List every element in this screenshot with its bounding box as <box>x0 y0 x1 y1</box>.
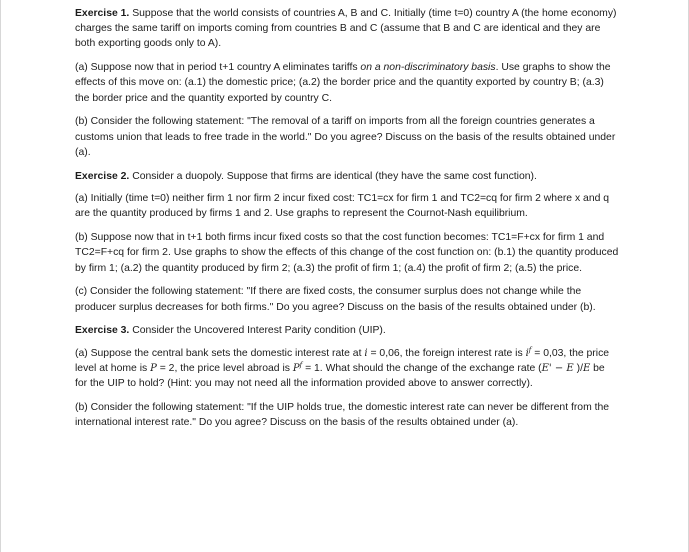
exercise3-intro-text: Consider the Uncovered Interest Parity condition (UIP). <box>132 325 386 337</box>
exercise2-part-b: (b) Suppose now that in t+1 both firms incur fixed costs so that the cost function becomes: TC1=F+cx for firm 1 and TC2=F+cq for firm 2. Use graphs to show the effects of this change of the cost function on: (b.1) the quantity produced by firm 1; (a.2) the quantity produced by firm 2; (a.3) the profit of firm 1; (a.4) the profit of firm 2; (a.5) the price. <box>75 232 619 274</box>
exercise2-part-a: (a) Initially (time t=0) neither firm 1 nor firm 2 incur fixed cost: TC1=cx for firm 1 and TC2=cq for firm 2 where x and q are the quantity produced by firms 1 and 2. Use graphs to represent the Cournot-Nash equilibrium. <box>75 193 610 220</box>
home-price-symbol: P <box>150 363 157 375</box>
exercise1-part-a-italic: on a non-discriminatory basis <box>360 62 496 74</box>
domestic-interest-symbol: i <box>364 348 368 359</box>
exercise2-label: Exercise 2. <box>75 170 130 182</box>
foreign-price-symbol: P <box>292 363 300 375</box>
exercise3-label: Exercise 3. <box>75 325 130 337</box>
exercise3-part-a <box>75 346 619 392</box>
exercise3-part-a-text-5: = 1. What should the change of the exchange rate ( <box>302 363 542 375</box>
exercise1-part-a <box>75 60 619 106</box>
foreign-interest-symbol: i <box>525 348 529 359</box>
exercise1-part-a-text-2: . Use graphs to show the effects of this move on: (a.1) the domestic price; (a.2) the border price and the quantity exported by country B; (a.3) the border price and the quantity exported by country C. <box>75 62 611 104</box>
exercise3-part-b: (b) Consider the following statement: "If the UIP holds true, the domestic interest rate can never be different from the international interest rate." Do you agree? Discuss on the basis of the results obtained under (a). <box>75 402 610 429</box>
foreign-interest-superscript: f <box>528 346 532 354</box>
exercise2-part-c: (c) Consider the following statement: "If there are fixed costs, the consumer surplus does not change while the producer surplus decreases for both firms." Do you agree? Discuss on the basis of the results obtained under (b). <box>75 286 596 313</box>
foreign-price-superscript: f <box>299 361 303 370</box>
exercise2-intro-text: Consider a duopoly. Suppose that firms are identical (they have the same cost function). <box>132 170 537 182</box>
exchange-rate-change-symbol: E' − E <box>541 363 574 375</box>
document-body <box>75 6 619 439</box>
exercise2-intro <box>75 169 619 184</box>
exercise3-intro <box>75 323 619 338</box>
exercise3-part-a-text-2: = 0,06, the foreign interest rate is <box>367 348 526 359</box>
exercise3-part-a-text-6: )/ <box>573 363 583 375</box>
exercise3-part-a-text-4: = 2, the price level abroad is <box>156 363 293 375</box>
exercise1-intro-text: Suppose that the world consists of countries A, B and C. Initially (time t=0) country A (the home economy) charges the same tariff on imports coming from countries B and C (assume that B and C are identical and they are both exporting goods only to A). <box>75 8 617 50</box>
exercise1-label: Exercise 1. <box>75 8 130 19</box>
exercise3-part-a-text-3: = 0,03, the price level at home is <box>75 348 610 375</box>
exercise3-part-a-text-7: be for the UIP to hold? (Hint: you may not need all the information provided above to answer correctly). <box>75 363 605 390</box>
exercise1-part-b: (b) Consider the following statement: "The removal of a tariff on imports from all the foreign countries generates a customs union that leads to free trade in the world." Do you agree? Discuss on the basis of the results obtained under (a). <box>75 116 616 158</box>
exercise1-part-a-text-1: (a) Suppose now that in period t+1 country A eliminates tariffs <box>75 62 361 74</box>
exercise1-intro <box>75 6 619 52</box>
exercise3-part-a-text-1: (a) Suppose the central bank sets the domestic interest rate at <box>75 348 365 359</box>
exchange-rate-symbol: E <box>582 363 591 375</box>
